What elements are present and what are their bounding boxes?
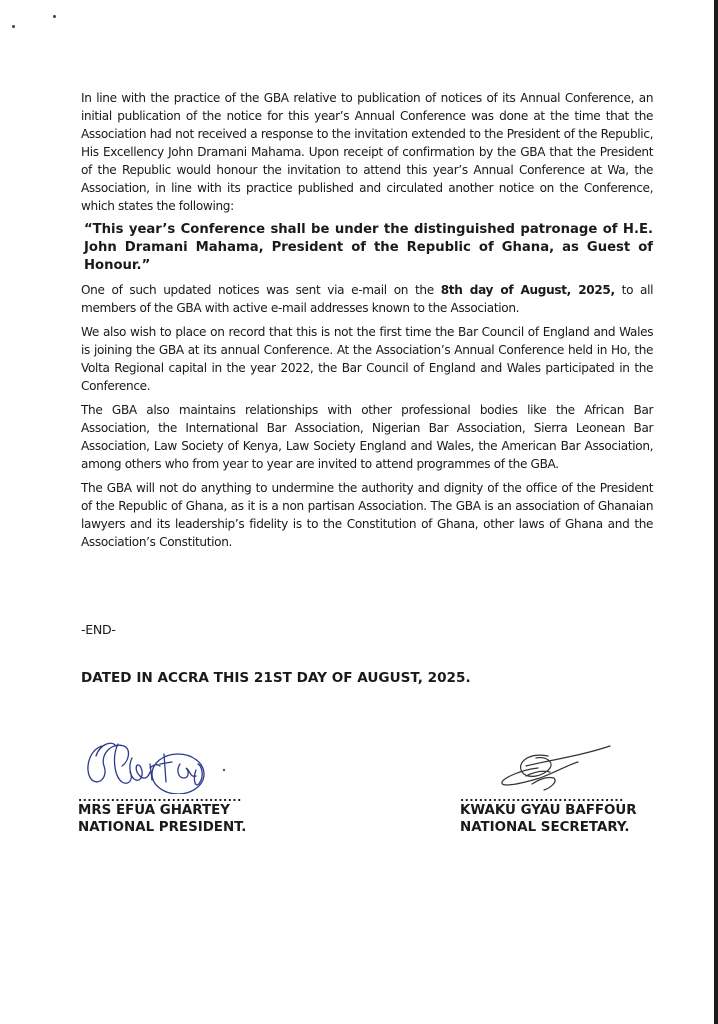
email-notice-text-before: One of such updated notices was sent via e-mail on the (81, 282, 441, 297)
email-notice-date: 8th day of August, 2025, (440, 282, 615, 297)
signatory-title-secretary: NATIONAL SECRETARY. (460, 820, 630, 835)
signature-secretary-icon (460, 742, 650, 794)
document-body (81, 89, 653, 557)
scan-speck (53, 15, 56, 18)
signatory-title-president: NATIONAL PRESIDENT. (78, 820, 247, 835)
paragraph-initial-publication: In line with the practice of the GBA relative to publication of notices of its Annual Conference, an initial publication of the notice for this year’s Annual Conference was done at the time that the Association had not received a response to the invitation extended to the President of the Republic, His Excellency John Dramani Mahama. Upon receipt of confirmation by the GBA that the President of the Republic would honour the invitation to attend this year’s Annual Conference at Wa, the Association, in line with its practice published and circulated another notice on the Conference, which states the following: (81, 90, 654, 213)
quoted-notice: “This year’s Conference shall be under the distinguished patronage of H.E. John Dramani Mahama, President of the Republic of Ghana, as Guest of Honour.” (84, 222, 653, 273)
scan-edge-border (714, 0, 718, 1024)
signature-president-icon (78, 736, 248, 794)
paragraph-non-partisan: The GBA will not do anything to undermine the authority and dignity of the office of the President of the Republic of Ghana, as it is a non partisan Association. The GBA is an association of Ghanaian lawyers and its leadership’s fidelity is to the Constitution of Ghana, other laws of Ghana and the Association’s Constitution. (81, 480, 654, 549)
signature-block-secretary (460, 742, 650, 836)
end-mark: -END- (81, 622, 116, 637)
email-notice-text-after: to all members of the GBA with active e-mail addresses known to the Association. (81, 282, 654, 315)
paragraph-professional-bodies: The GBA also maintains relationships with other professional bodies like the African Bar Association, the International Bar Association, Nigerian Bar Association, Sierra Leonean Bar Association, Law Society of Kenya, Law Society England and Wales, the American Bar Association, among others who from year to year are invited to attend programmes of the GBA. (81, 402, 654, 471)
signature-line: ................................... (78, 794, 242, 802)
signature-block-president (78, 736, 258, 836)
dated-line: DATED IN ACCRA THIS 21ST DAY OF AUGUST, 2025. (81, 670, 471, 686)
signatory-name-secretary: KWAKU GYAU BAFFOUR (460, 803, 637, 818)
signature-line: ................................... (460, 794, 624, 802)
paragraph-email-notice (81, 281, 653, 317)
scan-speck (12, 25, 15, 28)
signatory-name-president: MRS EFUA GHARTEY (78, 803, 230, 818)
paragraph-bar-council: We also wish to place on record that this is not the first time the Bar Council of England and Wales is joining the GBA at its annual Conference. At the Association’s Annual Conference held in Ho, the Volta Regional capital in the year 2022, the Bar Council of England and Wales participated in the Conference. (81, 324, 654, 393)
